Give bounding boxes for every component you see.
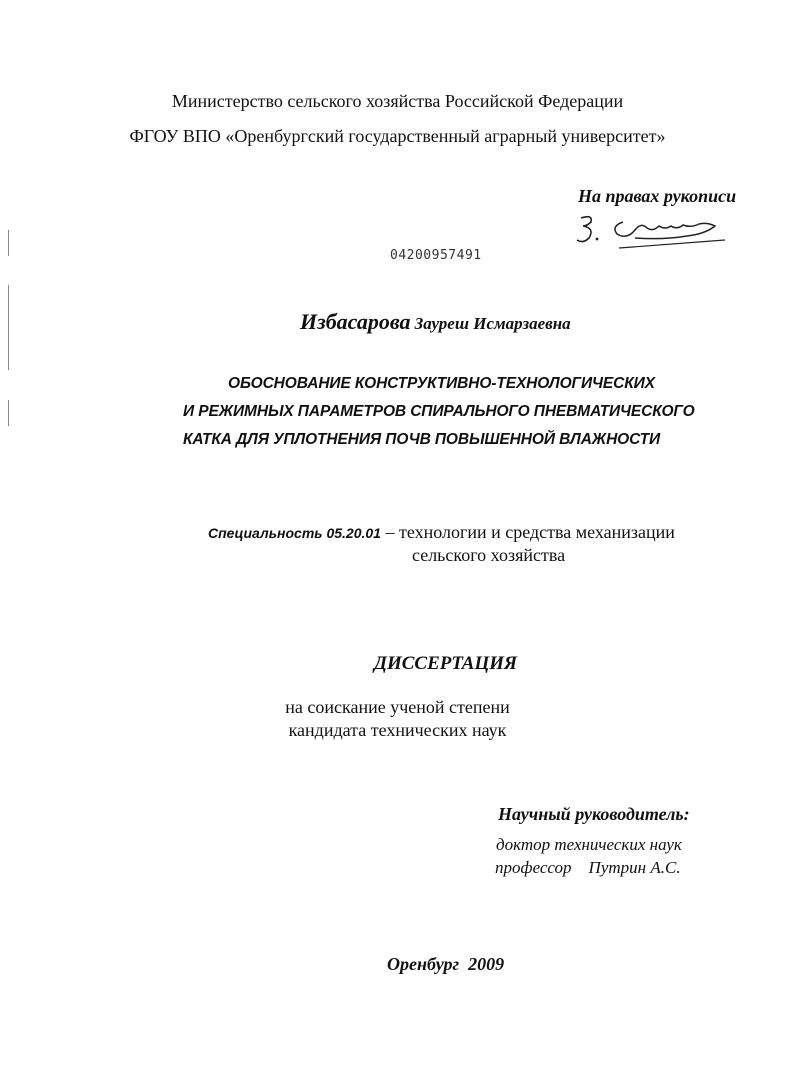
degree-line: на соискание ученой степени: [285, 697, 510, 717]
title-line: И РЕЖИМНЫХ ПАРАМЕТРОВ СПИРАЛЬНОГО ПНЕВМАТИЧЕСКОГО: [183, 403, 695, 420]
ministry-line: Министерство сельского хозяйства Российской Федерации: [171, 91, 624, 111]
margin-mark: [8, 400, 9, 426]
supervisor-line: профессор Путрин А.С.: [495, 858, 681, 877]
supervisor-label: Научный руководитель:: [498, 804, 690, 824]
degree-line: кандидата технических наук: [288, 720, 507, 740]
specialty-text-line2: сельского хозяйства: [412, 545, 566, 565]
doc-type: ДИССЕРТАЦИЯ: [374, 653, 518, 674]
specialty-text: – технологии и средства механизации: [380, 522, 675, 542]
signature: [575, 212, 735, 252]
author-name: [300, 309, 571, 335]
title-line: ОБОСНОВАНИЕ КОНСТРУКТИВНО-ТЕХНОЛОГИЧЕСКИХ: [228, 375, 655, 392]
supervisor-line: доктор технических наук: [496, 835, 682, 854]
author-surname: Избасарова: [300, 309, 411, 334]
margin-mark: [8, 230, 9, 256]
catalog-number: 04200957491: [390, 248, 482, 263]
rights-note: На правах рукописи: [578, 186, 737, 206]
specialty-label: Специальность 05.20.01: [208, 525, 381, 541]
title-line: КАТКА ДЛЯ УПЛОТНЕНИЯ ПОЧВ ПОВЫШЕННОЙ ВЛАЖНОСТИ: [183, 431, 661, 448]
specialty: [208, 522, 675, 543]
author-given-names: Зауреш Исмарзаевна: [414, 314, 571, 333]
university-line: ФГОУ ВПО «Оренбургский государственный аграрный университет»: [129, 126, 666, 146]
city-year: Оренбург 2009: [387, 954, 505, 974]
margin-mark: [8, 285, 9, 370]
